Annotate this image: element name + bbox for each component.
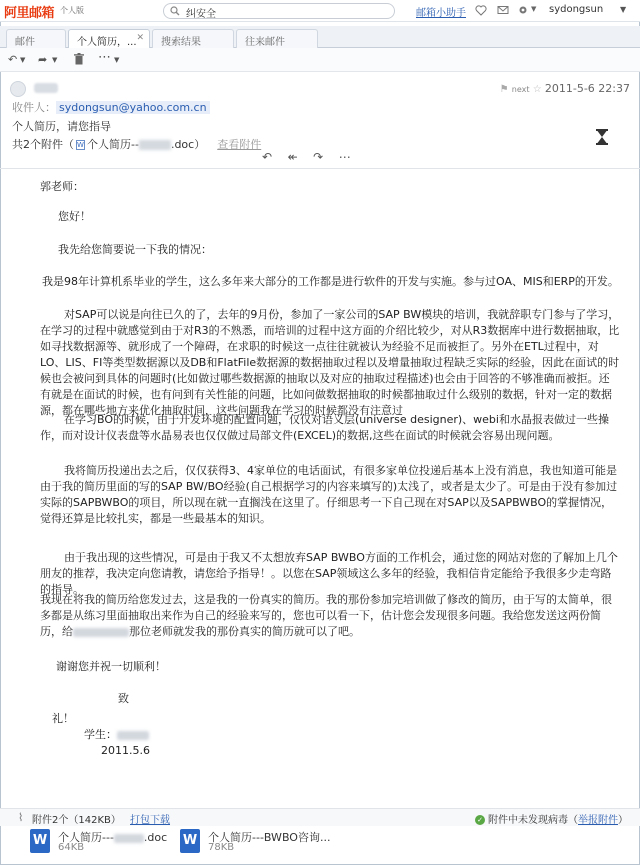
paragraph-6: [40, 592, 620, 640]
reply-caret-icon[interactable]: ▼: [20, 56, 26, 64]
tab-bar: [0, 26, 640, 48]
closing-line: 谢谢您并祝一切顺利！: [56, 660, 166, 673]
file-ext: .doc: [143, 831, 168, 844]
meta-label[interactable]: next: [511, 85, 530, 94]
forward-icon[interactable]: ➦: [38, 53, 48, 66]
redacted-text: [73, 628, 129, 637]
file-size: 78KB: [208, 842, 235, 853]
signature-label: [84, 727, 149, 743]
attach-name[interactable]: 个人简历--: [87, 138, 139, 151]
gear-caret-icon[interactable]: ▼: [531, 5, 537, 13]
search-icon: [170, 6, 180, 16]
star-icon[interactable]: ☆: [532, 84, 542, 95]
salutation: 郭老师：: [40, 180, 84, 193]
mail-icon[interactable]: [497, 4, 509, 16]
file-size: 64KB: [58, 842, 85, 853]
view-attachments-link[interactable]: 查看附件: [217, 138, 262, 151]
paragraph-5: 由于我出现的这些情况，可是由于我又不太想放弃SAP BWBO方面的工作机会，通过您的网站对您的了解加上几个朋友的推荐，我决定向您请教，请您给予指导！。以您在SAP领域这么多年的经验，我相信肯定能给予我很多少走弯路的指导。: [40, 551, 618, 596]
check-icon: ✓: [475, 815, 485, 825]
word-doc-icon: W: [30, 829, 50, 853]
quick-actions: [262, 150, 363, 162]
forward-caret-icon[interactable]: ▼: [52, 56, 58, 64]
tab-mail[interactable]: [6, 29, 66, 48]
greeting: 您好！: [58, 210, 91, 223]
more-icon[interactable]: ⋯: [98, 50, 111, 65]
trash-icon[interactable]: [74, 53, 84, 65]
paragraph-4: 我将简历投递出去之后，仅仅获得3、4家单位的电话面试，有很多家单位投递后基本上没有消息，我也知道可能是由于我的简历里面的写的SAP BW/BO经验(自己根据学习的内容来填写的)太浅了，或者是太少了。可是由于没有参加过实际的SAPBWBO的项目，所以现在就一直搁浅在这里了。仔细思考一下自己现在对SAP以及SAPBWBO的掌握情况，觉得还算是比较扎实，都是一些最基本的知识。: [40, 464, 618, 525]
signature-date: 2011.5.6: [101, 744, 150, 757]
tab-conversation[interactable]: [236, 29, 318, 48]
hourglass-icon: [596, 129, 608, 145]
assistant-link[interactable]: 邮箱小助手: [416, 8, 466, 19]
message-meta: [500, 82, 630, 95]
paragraph-6-a: 我现在将我的简历给您发过去，这是我的一份真实的简历。我的那份参加完培训做了修改的简历，由于写的太简单，很多都是从练习里面抽取出来作为自己的经验来写的，您也可以看一下，估计您会发现很多问题。我给您发送这两份简历，给: [40, 593, 612, 638]
file-name-text: 个人简历---: [58, 831, 114, 844]
attachment-file[interactable]: [30, 829, 170, 857]
file-name: 个人简历---BWBO咨询...: [208, 831, 331, 844]
top-bar: [0, 0, 640, 22]
reply-icon[interactable]: ↶: [262, 150, 273, 164]
virus-status-end: ）: [618, 815, 628, 826]
tab-resume[interactable]: [68, 29, 150, 49]
forward-icon[interactable]: ↷: [313, 150, 324, 164]
tab-search-results[interactable]: [152, 29, 234, 48]
attachment-summary-line: [12, 136, 261, 152]
flag-icon[interactable]: ⚑: [499, 84, 509, 95]
attachment-file[interactable]: [180, 829, 340, 857]
intro-line: 我先给您简要说一下我的情况：: [58, 243, 212, 256]
recipient-label: 收件人：: [12, 101, 56, 114]
heart-icon[interactable]: [475, 4, 487, 16]
recipient-row: [12, 99, 210, 115]
virus-status: [475, 811, 628, 826]
redacted-text: [139, 140, 171, 150]
username[interactable]: sydongsun: [549, 4, 604, 15]
toolbar: [0, 48, 640, 72]
reply-icon[interactable]: ↶: [8, 53, 18, 66]
message-body: [0, 168, 640, 768]
more-caret-icon[interactable]: ▼: [114, 56, 120, 64]
pack-download-link[interactable]: 打包下载: [130, 815, 170, 826]
signature-text: 学生：: [84, 728, 117, 741]
closing-li: 礼！: [52, 712, 74, 725]
report-attachment-link[interactable]: 举报附件: [578, 815, 618, 826]
gear-icon[interactable]: [517, 4, 529, 16]
sender-name-redacted: [34, 83, 58, 93]
more-icon[interactable]: ⋯: [338, 150, 351, 164]
paragraph-2: 对SAP可以说是向往已久的了，去年的9月份，参加了一家公司的SAP BW模块的培训，我就辞职专门参与了学习，在学习的过程中就感觉到由于对R3的不熟悉，而培训的过程中这方面的介绍比较少，对从R3数据库中进行数据抽取，比如寻找数据源等、就形成了一个障碍，在求职的时候这一点往往就被认为经验不足而被拒了。另外在ETL过程中，对LO、LIS、FI等类型数据源以及DB和FlatFile数据源的数据抽取过程以及增量抽取过程缺乏实际的经验，因此在面试的时候也会被问到具体的问题时(比如做过哪些数据源的抽取以及对应的抽取过程描述)也会由于回答的不够准确而被拒。还有就是在面试的时候，也有问到有关性能的问题，比如问做数据抽取的时候都抽取过什么级别的数据，针对一定的数据源，都在哪些地方来优化抽取时间，这些问题我在学习的时候都没有注意过: [40, 308, 620, 417]
avatar: [10, 81, 26, 97]
paragraph-3: 在学习BO的时候，由于开发环境的配置问题，仅仅对语义层(universe designer)、webi和水晶报表做过一些操作，而对设计仪表盘等水晶易表也仅仅做过局部文件(EXCEL)的数据,这些在面试的时候就会容易出现问题。: [40, 413, 609, 442]
paperclip-icon: ⌇: [18, 811, 24, 824]
search-input[interactable]: 纠安全: [186, 9, 216, 20]
chevron-down-icon[interactable]: ▼: [620, 5, 627, 14]
word-doc-icon: W: [180, 829, 200, 853]
tab-label: 个人简历，...: [77, 37, 137, 48]
attachment-bar: [0, 808, 640, 826]
attach-ext: .doc）: [170, 138, 206, 151]
reply-all-icon[interactable]: ↞: [287, 150, 298, 164]
redacted-text: [114, 834, 144, 843]
redacted-text: [117, 731, 149, 740]
tab-label: 邮件: [15, 37, 35, 48]
virus-status-text: 附件中未发现病毒（: [488, 815, 578, 826]
paragraph-6-b: 那位老师就发我的那份真实的简历就可以了吧。: [129, 625, 360, 638]
attachment-summary: 附件2个（142KB）: [32, 815, 121, 826]
tab-label: 搜索结果: [161, 37, 201, 48]
message-date: 2011-5-6 22:37: [544, 82, 630, 95]
closing-zhi: 致: [118, 692, 129, 705]
paragraph-1: 我是98年计算机系毕业的学生，这么多年来大部分的工作都是进行软件的开发与实施。参与过OA、MIS和ERP的开发。: [42, 275, 619, 288]
logo: 阿里邮箱: [4, 6, 55, 21]
recipient-address[interactable]: sydongsun@yahoo.com.cn: [56, 101, 210, 114]
close-icon[interactable]: ✕: [136, 33, 144, 43]
attach-count: 共2个附件（: [12, 138, 74, 151]
doc-icon: W: [77, 141, 84, 149]
tab-label: 往来邮件: [245, 37, 285, 48]
message-subject: 个人简历，请您指导: [12, 120, 111, 133]
logo-subtitle: 个人版: [60, 6, 84, 15]
search-box[interactable]: [163, 3, 395, 19]
